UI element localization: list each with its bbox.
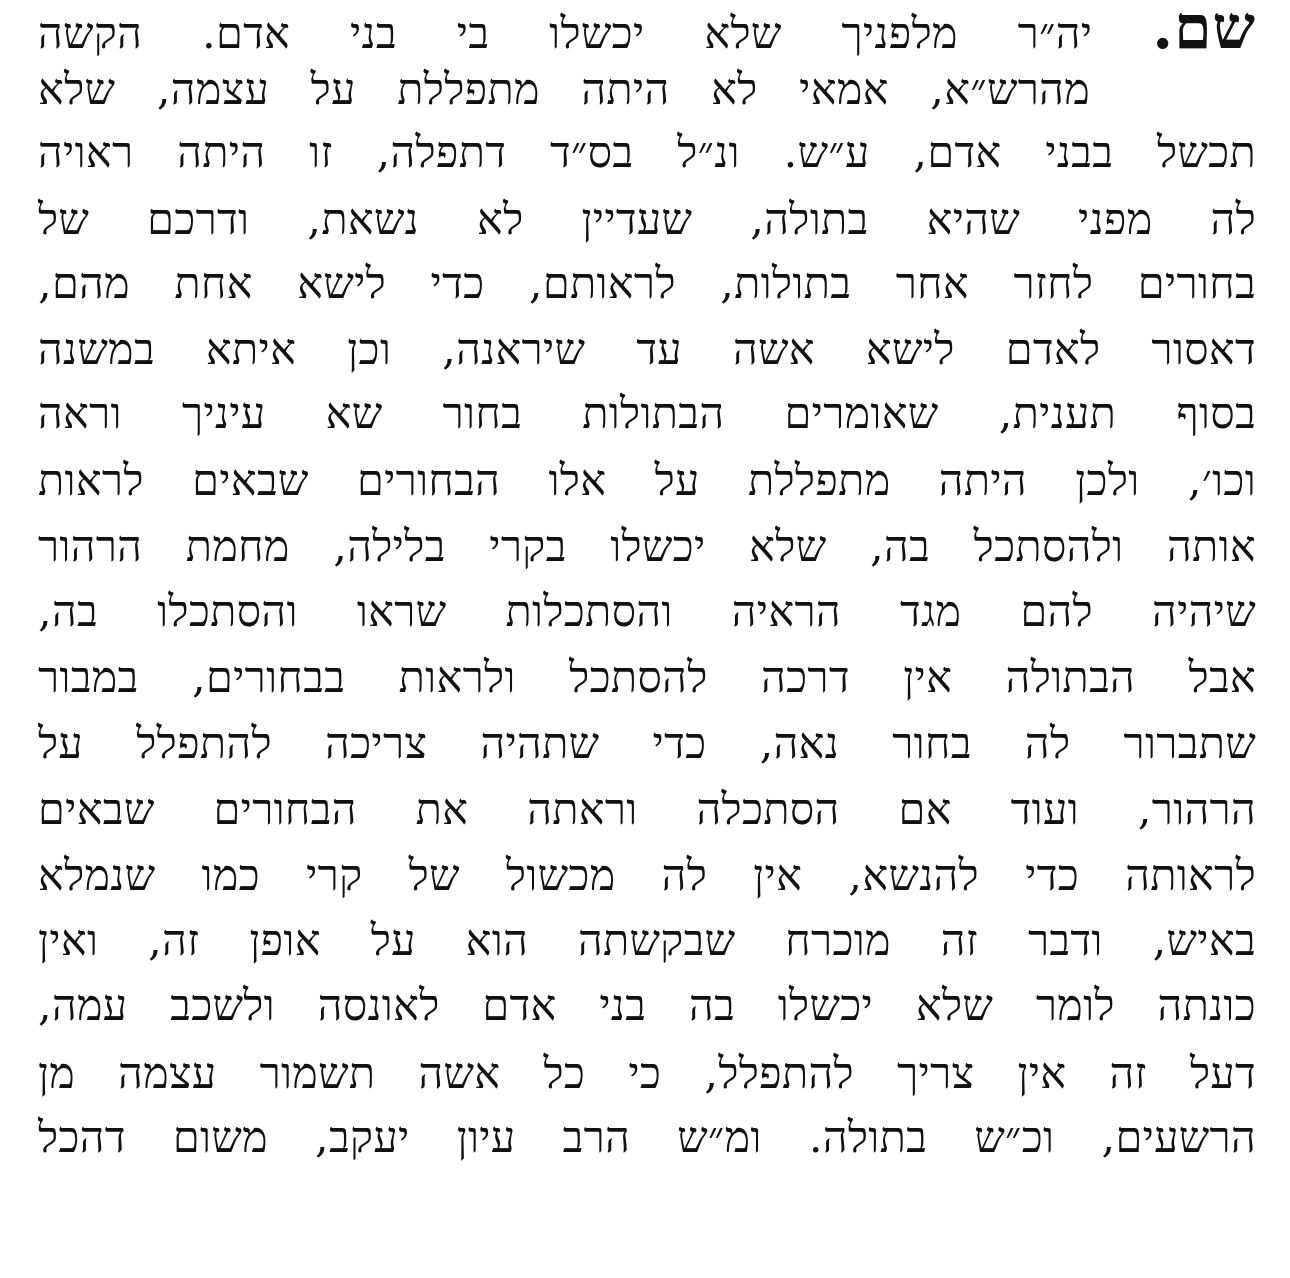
text-line-14: לראותה כדי להנשא, אין לה מכשול של קרי כמו שנמלא	[38, 851, 1256, 901]
text-line-10: שיהיה להם מגד הראיה והסתכלות שראו והסתכלו בה,	[38, 587, 1256, 637]
text-line-18: הרשעים, וכ״ש בתולה. ומ״ש הרב עיון יעקב, משום דהכל	[38, 1113, 1256, 1163]
text-line-8: וכו׳, ולכן היתה מתפללת על אלו הבחורים שבאים לראות	[38, 456, 1256, 506]
text-line-16: כונתה לומר שלא יכשלו בה בני אדם לאונסה ולשכב עמה,	[38, 981, 1256, 1031]
text-line-15: באיש, ודבר זה מוכרח שבקשתה הוא על אופן זה, ואין	[38, 916, 1256, 966]
lead-word: שם.	[1152, 0, 1256, 56]
text-line-11: אבל הבתולה אין דרכה להסתכל ולראות בבחורים, במבור	[38, 653, 1256, 703]
text-line-4: לה מפני שהיא בתולה, שעדיין לא נשאת, ודרכם של	[38, 195, 1256, 245]
text-line-1	[38, 0, 1256, 56]
text-line-2: מהרש״א, אמאי לא היתה מתפללת על עצמה, שלא	[38, 65, 1090, 115]
text-line-13: הרהור, ועוד אם הסתכלה וראתה את הבחורים שבאים	[38, 785, 1256, 835]
text-line-7: בסוף תענית, שאומרים הבתולות בחור שא עיניך וראה	[38, 389, 1256, 439]
text-line-12: שתברור לה בחור נאה, כדי שתהיה צריכה להתפלל על	[38, 719, 1256, 769]
text-line-6: דאסור לאדם לישא אשה עד שיראנה, וכן איתא במשנה	[38, 325, 1256, 375]
text-line-17: דעל זה אין צריך להתפלל, כי כל אשה תשמור עצמה מן	[38, 1049, 1256, 1099]
first-line-text: יה״ר מלפניך שלא יכשלו בי בני אדם. הקשה	[38, 9, 1093, 56]
text-line-9: אותה ולהסתכל בה, שלא יכשלו בקרי בלילה, מחמת הרהור	[38, 522, 1256, 572]
text-line-5: בחורים לחזר אחר בתולות, לראותם, כדי לישא אחת מהם,	[38, 259, 1256, 309]
text-line-3: תכשל בבני אדם, ע״ש. ונ״ל בס״ד דתפלה, זו היתה ראויה	[38, 128, 1256, 178]
